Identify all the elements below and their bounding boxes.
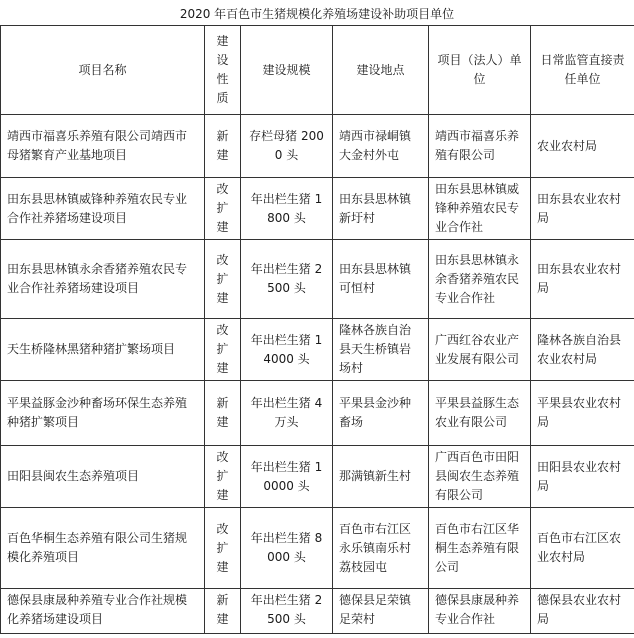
cell-project-name: 天生桥隆林黑猪种猪扩繁场项目 [1,319,205,381]
cell-scale: 年出栏生猪 8000 头 [241,508,333,589]
header-project-name: 项目名称 [1,26,205,115]
cell-project-name: 百色华桐生态养殖有限公司生猪规模化养殖项目 [1,508,205,589]
cell-location: 隆林各族自治县天生桥镇岩场村 [333,319,429,381]
cell-location: 田东县思林镇可恒村 [333,240,429,319]
cell-location: 田东县思林镇新圩村 [333,178,429,240]
cell-project-name: 田阳县闽农生态养殖项目 [1,446,205,508]
cell-project-name: 田东县思林镇威锋种养殖农民专业合作社养猪场建设项目 [1,178,205,240]
project-table [0,25,634,634]
cell-supervisor: 田东县农业农村局 [531,178,634,240]
header-supervisor: 日常监管直接责任单位 [531,26,634,115]
cell-owner: 田东县思林镇永余香猪养殖农民专业合作社 [429,240,531,319]
table-row [1,381,634,446]
cell-scale: 存栏母猪 2000 头 [241,115,333,178]
cell-nature: 新 建 [205,381,241,446]
cell-owner: 广西红谷农业产业发展有限公司 [429,319,531,381]
header-nature: 建 设 性 质 [205,26,241,115]
cell-location: 那满镇新生村 [333,446,429,508]
cell-supervisor: 田阳县农业农村局 [531,446,634,508]
cell-project-name: 田东县思林镇永余香猪养殖农民专业合作社养猪场建设项目 [1,240,205,319]
table-row [1,446,634,508]
cell-nature: 改 扩 建 [205,240,241,319]
cell-owner: 百色市右江区华桐生态养殖有限公司 [429,508,531,589]
cell-scale: 年出栏生猪 2500 头 [241,589,333,634]
header-scale: 建设规模 [241,26,333,115]
cell-project-name: 德保县康晟种养殖专业合作社规模化养猪场建设项目 [1,589,205,634]
table-row [1,319,634,381]
cell-owner: 田东县思林镇威锋种养殖农民专业合作社 [429,178,531,240]
table-row [1,508,634,589]
page-title: 2020 年百色市生猪规模化养殖场建设补助项目单位 [179,7,455,21]
cell-nature: 改 扩 建 [205,319,241,381]
cell-location: 百色市右江区永乐镇南乐村荔枝园屯 [333,508,429,589]
cell-nature: 新 建 [205,589,241,634]
cell-scale: 年出栏生猪 10000 头 [241,446,333,508]
cell-scale: 年出栏生猪 2500 头 [241,240,333,319]
cell-owner: 广西百色市田阳县闽农生态养殖有限公司 [429,446,531,508]
cell-supervisor: 平果县农业农村局 [531,381,634,446]
cell-project-name: 靖西市福喜乐养殖有限公司靖西市母猪繁育产业基地项目 [1,115,205,178]
table-row [1,589,634,634]
cell-nature: 改 扩 建 [205,178,241,240]
cell-supervisor: 农业农村局 [531,115,634,178]
cell-supervisor: 田东县农业农村局 [531,240,634,319]
cell-location: 平果县金沙种畜场 [333,381,429,446]
cell-nature: 改 扩 建 [205,508,241,589]
header-owner: 项目（法人）单位 [429,26,531,115]
table-row [1,115,634,178]
cell-location: 靖西市禄峒镇大金村外屯 [333,115,429,178]
cell-project-name: 平果益豚金沙种畜场环保生态养殖种猪扩繁项目 [1,381,205,446]
cell-nature: 改 扩 建 [205,446,241,508]
cell-supervisor: 隆林各族自治县农业农村局 [531,319,634,381]
cell-nature: 新 建 [205,115,241,178]
cell-supervisor: 德保县农业农村局 [531,589,634,634]
cell-scale: 年出栏生猪 4 万头 [241,381,333,446]
table-row [1,178,634,240]
cell-owner: 德保县康晟种养专业合作社 [429,589,531,634]
table-header-row [1,26,634,115]
cell-location: 德保县足荣镇足荣村 [333,589,429,634]
cell-scale: 年出栏生猪 14000 头 [241,319,333,381]
cell-owner: 平果县益豚生态农业有限公司 [429,381,531,446]
cell-scale: 年出栏生猪 1800 头 [241,178,333,240]
header-location: 建设地点 [333,26,429,115]
cell-owner: 靖西市福喜乐养殖有限公司 [429,115,531,178]
table-row [1,240,634,319]
cell-supervisor: 百色市右江区农业农村局 [531,508,634,589]
